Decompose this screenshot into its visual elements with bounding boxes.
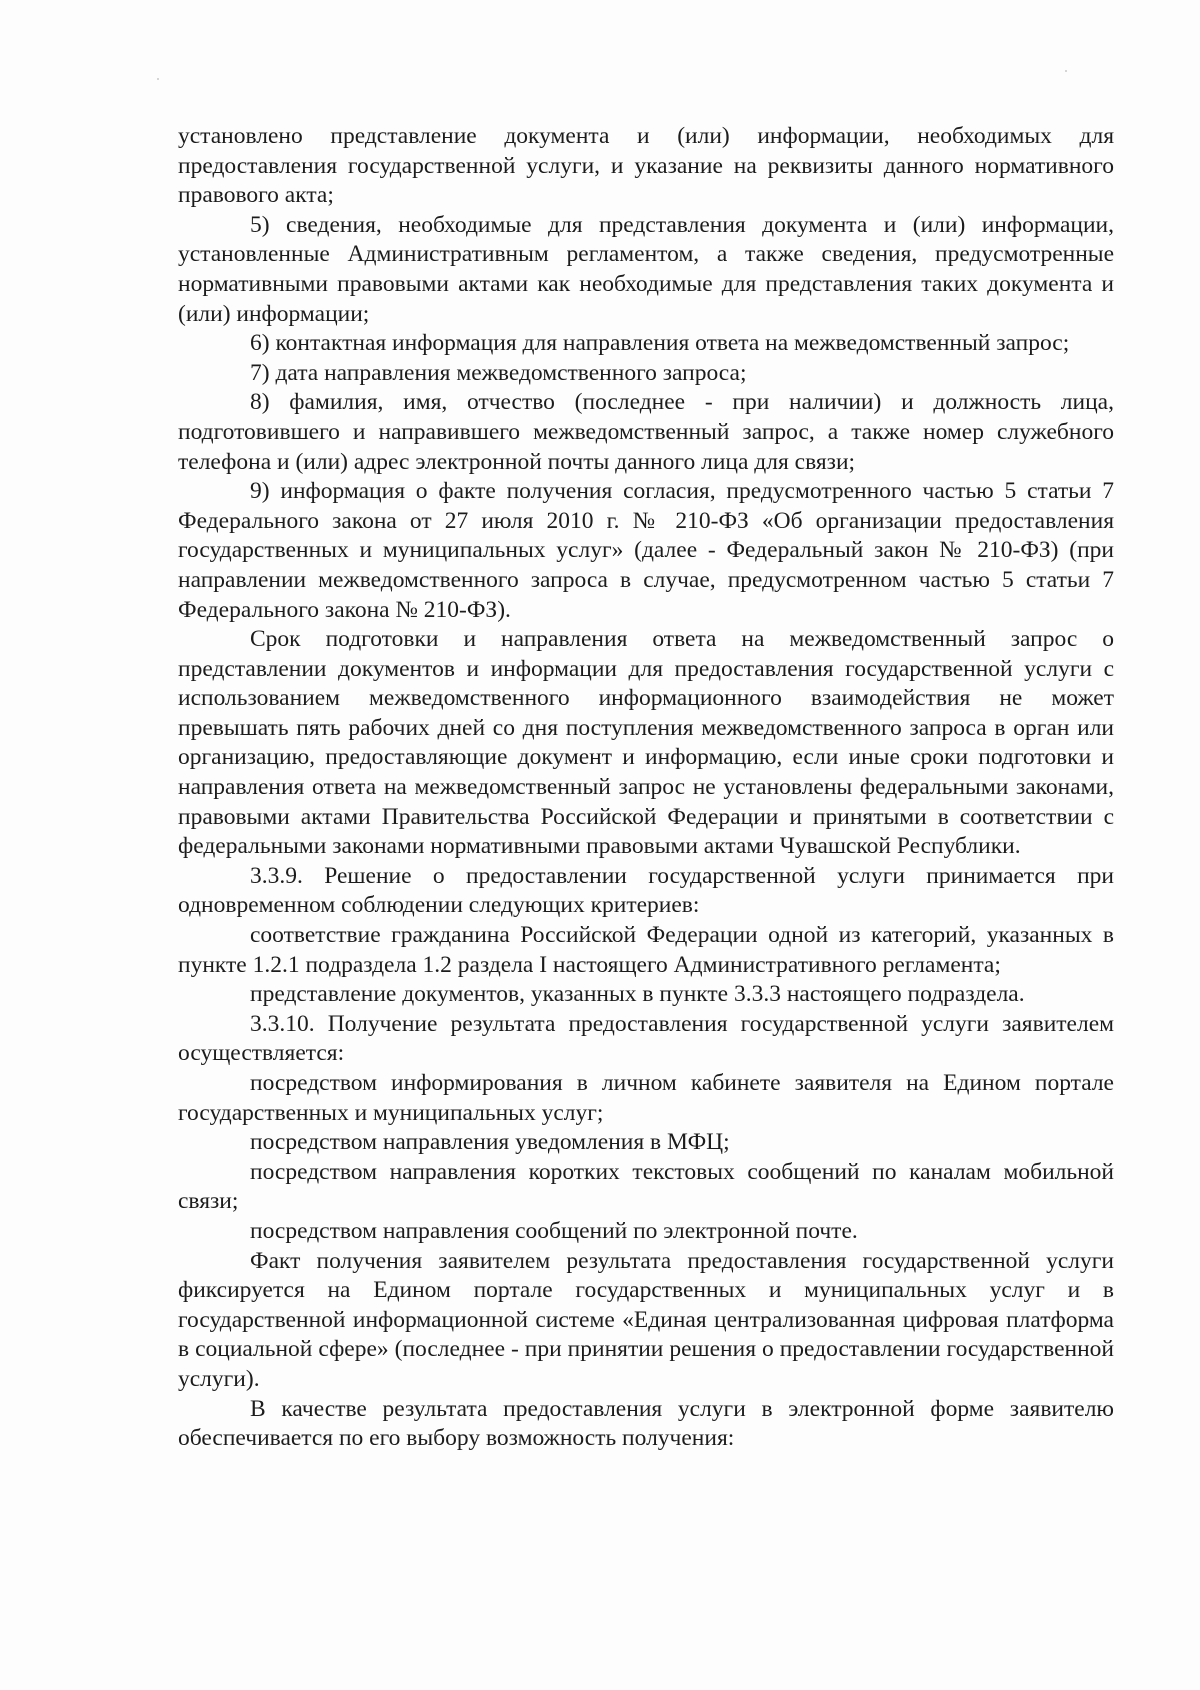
paragraph-method-email: посредством направления сообщений по электронной почте. [250,1217,858,1244]
paragraph-item-5: 5) сведения, необходимые для представления документа и (или) информации, установленные Административным регламентом, а также сведения, предусмотренные нормативными правовыми актами как необходимые для представления таких документа и (или) информации; [178,211,1114,327]
paragraph-item-6: 6) контактная информация для направления ответа на межведомственный запрос; [250,330,1070,357]
paragraph-method-sms: посредством направления коротких текстовых сообщений по каналам мобильной связи; [178,1158,1114,1215]
paragraph-3-3-10: 3.3.10. Получение результата предоставления государственной услуги заявителем осуществляется: [178,1010,1114,1067]
paragraph-method-mfc: посредством направления уведомления в МФЦ; [250,1129,730,1156]
paragraph-criterion-category: соответствие гражданина Российской Федерации одной из категорий, указанных в пункте 1.2.1 подраздела 1.2 раздела I настоящего Административного регламента; [178,922,1114,978]
document-body [178,122,1114,1454]
paragraph-item-9: 9) информация о факте получения согласия, предусмотренного частью 5 статьи 7 Федерального закона от 27 июля 2010 г. № 210-ФЗ «Об организации предоставления государственных и муниципальных услуг» (далее - Федеральный закон № 210-ФЗ) (при направлении межведомственного запроса в случае, предусмотренном частью 5 статьи 7 Федерального закона № 210-ФЗ). [178,478,1114,623]
paragraph-result-fixation: Факт получения заявителем результата предоставления государственной услуги фиксируется на Едином портале государственных и муниципальных услуг и в государственной информационной системе «Единая централизованная цифровая платформа в социальной сфере» (последнее - при принятии решения о предоставлении государственной услуги). [178,1247,1114,1392]
paragraph-method-portal: посредством информирования в личном кабинете заявителя на Едином портале государственных и муниципальных услуг; [178,1070,1114,1126]
paragraph-item-7: 7) дата направления межведомственного запроса; [250,359,747,386]
paragraph-electronic-result: В качестве результата предоставления услуги в электронной форме заявителю обеспечивается по его выбору возможность получения: [178,1395,1114,1452]
paragraph-continuation: установлено представление документа и (или) информации, необходимых для предоставления государственной услуги, и указание на реквизиты данного нормативного правового акта; [178,123,1114,209]
paragraph-criterion-documents: представление документов, указанных в пункте 3.3.3 настоящего подраздела. [250,981,1025,1008]
paragraph-response-deadline: Срок подготовки и направления ответа на межведомственный запрос о представлении документов и информации для предоставления государственной услуги с использованием межведомственного информационного взаимодействия не может превышать пять рабочих дней со дня поступления межведомственного запроса в орган или организацию, предоставляющие документ и информацию, если иные сроки подготовки и направления ответа на межведомственный запрос не установлены федеральными законами, правовыми актами Правительства Российской Федерации и принятыми в соответствии с федеральными законами нормативными правовыми актами Чувашской Республики. [178,626,1114,860]
paragraph-3-3-9: 3.3.9. Решение о предоставлении государственной услуги принимается при одновременном соблюдении следующих критериев: [178,862,1114,919]
scan-speck [1065,70,1067,72]
paragraph-item-8: 8) фамилия, имя, отчество (последнее - при наличии) и должность лица, подготовившего и направившего межведомственный запрос, а также номер служебного телефона и (или) адрес электронной почты данного лица для связи; [178,389,1114,475]
scan-speck [157,78,159,80]
